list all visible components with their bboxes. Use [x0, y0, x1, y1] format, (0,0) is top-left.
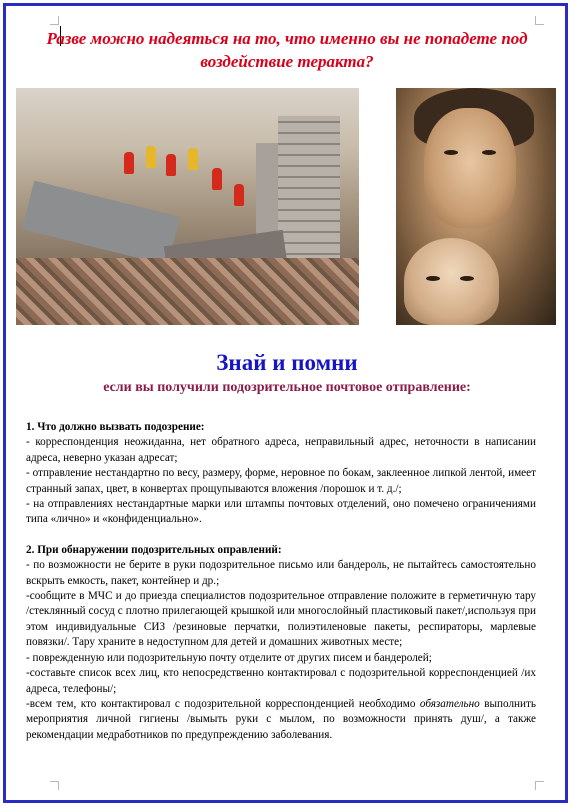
- margin-mark-top-right: [535, 16, 544, 25]
- rescue-worker: [166, 154, 176, 176]
- woman-face: [424, 108, 516, 228]
- section2-heading: 2. При обнаружении подозрительных оправлений:: [26, 543, 282, 556]
- margin-mark-top-left: [50, 16, 59, 25]
- margin-mark-bottom-left: [50, 781, 59, 790]
- margin-mark-bottom-right: [535, 781, 544, 790]
- eye: [482, 150, 496, 155]
- concrete-slab: [22, 181, 180, 266]
- eye: [444, 150, 458, 155]
- section2-item-last: [26, 697, 536, 743]
- child-face: [404, 238, 499, 325]
- section2-last-before: -всем тем, кто контактировал с подозрительной корреспонденцией необходимо: [26, 697, 420, 710]
- section2-last-after: выполнить мероприятия личной гигиены /вымыть руки с мылом, по возможности принять душ/, а также рекомендации медработников по предупреждению заболевания.: [26, 697, 537, 741]
- section2-item: -сообщите в МЧС и до приезда специалистов подозрительное отправление положите в герметичную тару /стеклянный сосуд с плотно прилегающей крышкой или многослойный пластиковый пакет/,используя при этом индивидуальные СИЗ /резиновые перчатки, полиэтиленовые пакеты, респираторы, марлевые повязки/. Тару храните в недоступном для детей и домашних животных месте;: [26, 590, 536, 649]
- section2-item: -составьте список всех лиц, кто непосредственно контактировал с подозрительной корреспонденцией /их адреса, телефоны/;: [26, 667, 536, 695]
- section1-item: - на отправлениях нестандартные марки или штампы почтовых отделений, оно помечено ограничениями типа «лично» и «конфиденциально».: [26, 498, 536, 526]
- rescue-worker: [212, 168, 222, 190]
- rubble-pile: [16, 258, 359, 325]
- mother-child-image[interactable]: [396, 88, 556, 325]
- eye: [460, 276, 474, 281]
- section2-last-emphasis: обязательно: [419, 697, 480, 710]
- title-subtitle[interactable]: если вы получили подозрительное почтовое отправление:: [103, 380, 471, 395]
- rescue-worker: [146, 146, 156, 168]
- section1-item: - корреспонденция неожиданна, нет обратного адреса, неправильный адрес, неточности в написании адреса, неверно указан адресат;: [26, 436, 536, 464]
- section1-item: - отправление нестандартно по весу, размеру, форме, неровное по бокам, заклеенное липкой лентой, имеет странный запах, цвет, в конвертах прощупываются вложения /порошок и т. д./;: [26, 467, 536, 495]
- section2-item: - по возможности не берите в руки подозрительное письмо или бандероль, не пытайтесь самостоятельно вскрыть емкость, пакет, контейнер и др.;: [26, 559, 536, 587]
- title-main[interactable]: Знай и помни: [216, 350, 358, 375]
- section2-item: - поврежденную или подозрительную почту отделите от других писем и бандеролей;: [26, 651, 432, 664]
- headline[interactable]: Разве можно надеяться на то, что именно вы не попадете под воздействие теракта?: [46, 29, 528, 71]
- rescue-worker: [234, 184, 244, 206]
- rubble-rescue-image[interactable]: [16, 88, 359, 325]
- section1-heading: 1. Что должно вызвать подозрение:: [26, 421, 205, 433]
- rescue-worker: [124, 152, 134, 174]
- rescue-worker: [188, 148, 198, 170]
- body-text[interactable]: [26, 420, 536, 743]
- paragraph-gap: [26, 528, 536, 543]
- eye: [426, 276, 440, 281]
